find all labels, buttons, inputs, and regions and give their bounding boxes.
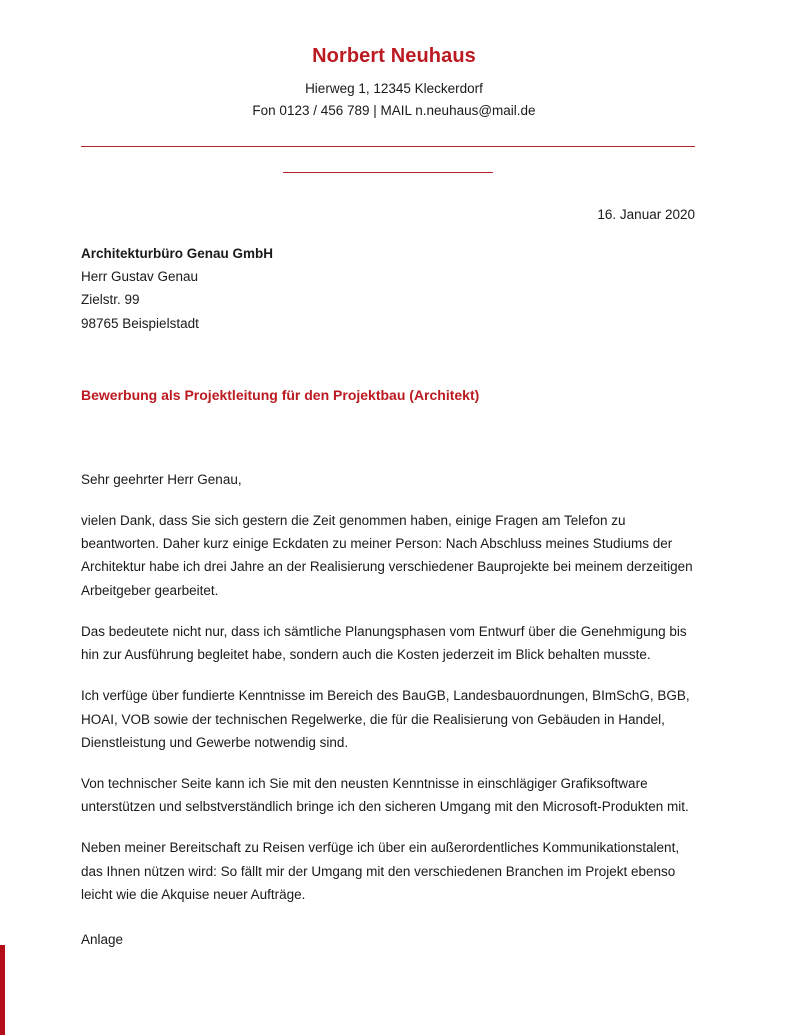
recipient-city: 98765 Beispielstadt	[81, 315, 199, 331]
body-paragraph: Neben meiner Bereitschaft zu Reisen verfüge ich über ein außerordentliches Kommunikationstalent, das Ihnen nützen wird: So fällt mir der Umgang mit den verschiedenen Branchen im Projekt ebenso leicht wie die Akquise neuer Aufträge.	[81, 840, 680, 902]
body-paragraph: Von technischer Seite kann ich Sie mit den neusten Kenntnisse in einschlägiger Grafiksoftware unterstützen und selbstverständlich bringe ich den sicheren Umgang mit den Microsoft-Produkten mit.	[81, 775, 689, 815]
attachment-note: Anlage	[81, 932, 124, 948]
letter-date: 16. Januar 2020	[597, 207, 695, 222]
sender-contact: Fon 0123 / 456 789 | MAIL n.neuhaus@mail.de	[252, 102, 536, 118]
sender-address: Hierweg 1, 12345 Kleckerdorf	[305, 81, 483, 96]
recipient-street: Zielstr. 99	[81, 292, 140, 308]
letter-salutation: Sehr geehrter Herr Genau,	[81, 471, 242, 487]
left-edge-accent-bar	[0, 945, 5, 1035]
recipient-address-block	[81, 242, 695, 335]
letter-subject: Bewerbung als Projektleitung für den Projektbau (Architekt)	[81, 386, 480, 403]
sender-name: Norbert Neuhaus	[312, 45, 476, 67]
body-paragraph: Das bedeutete nicht nur, dass ich sämtliche Planungsphasen vom Entwurf über die Genehmigung bis hin zur Ausführung begleitet habe, sondern auch die Kosten jederzeit im Blick behalten musste.	[81, 623, 687, 663]
body-paragraph: Ich verfüge über fundierte Kenntnisse im Bereich des BauGB, Landesbauordnungen, BImSchG, BGB, HOAI, VOB sowie der technischen Regelwerke, die für die Realisierung von Gebäuden in Handel, Dienstleistung und Gewerbe notwendig sind.	[81, 688, 690, 750]
letter-body	[81, 0, 695, 951]
recipient-company: Architekturbüro Genau GmbH	[81, 245, 274, 261]
recipient-person: Herr Gustav Genau	[81, 269, 199, 285]
body-paragraph: vielen Dank, dass Sie sich gestern die Zeit genommen haben, einige Fragen am Telefon zu beantworten. Daher kurz einige Eckdaten zu meiner Person: Nach Abschluss meines Studiums der Architektur habe ich drei Jahre an der Realisierung verschiedener Bauprojekte bei meinem derzeitigen Arbeitgeber gearbeitet.	[81, 513, 693, 598]
